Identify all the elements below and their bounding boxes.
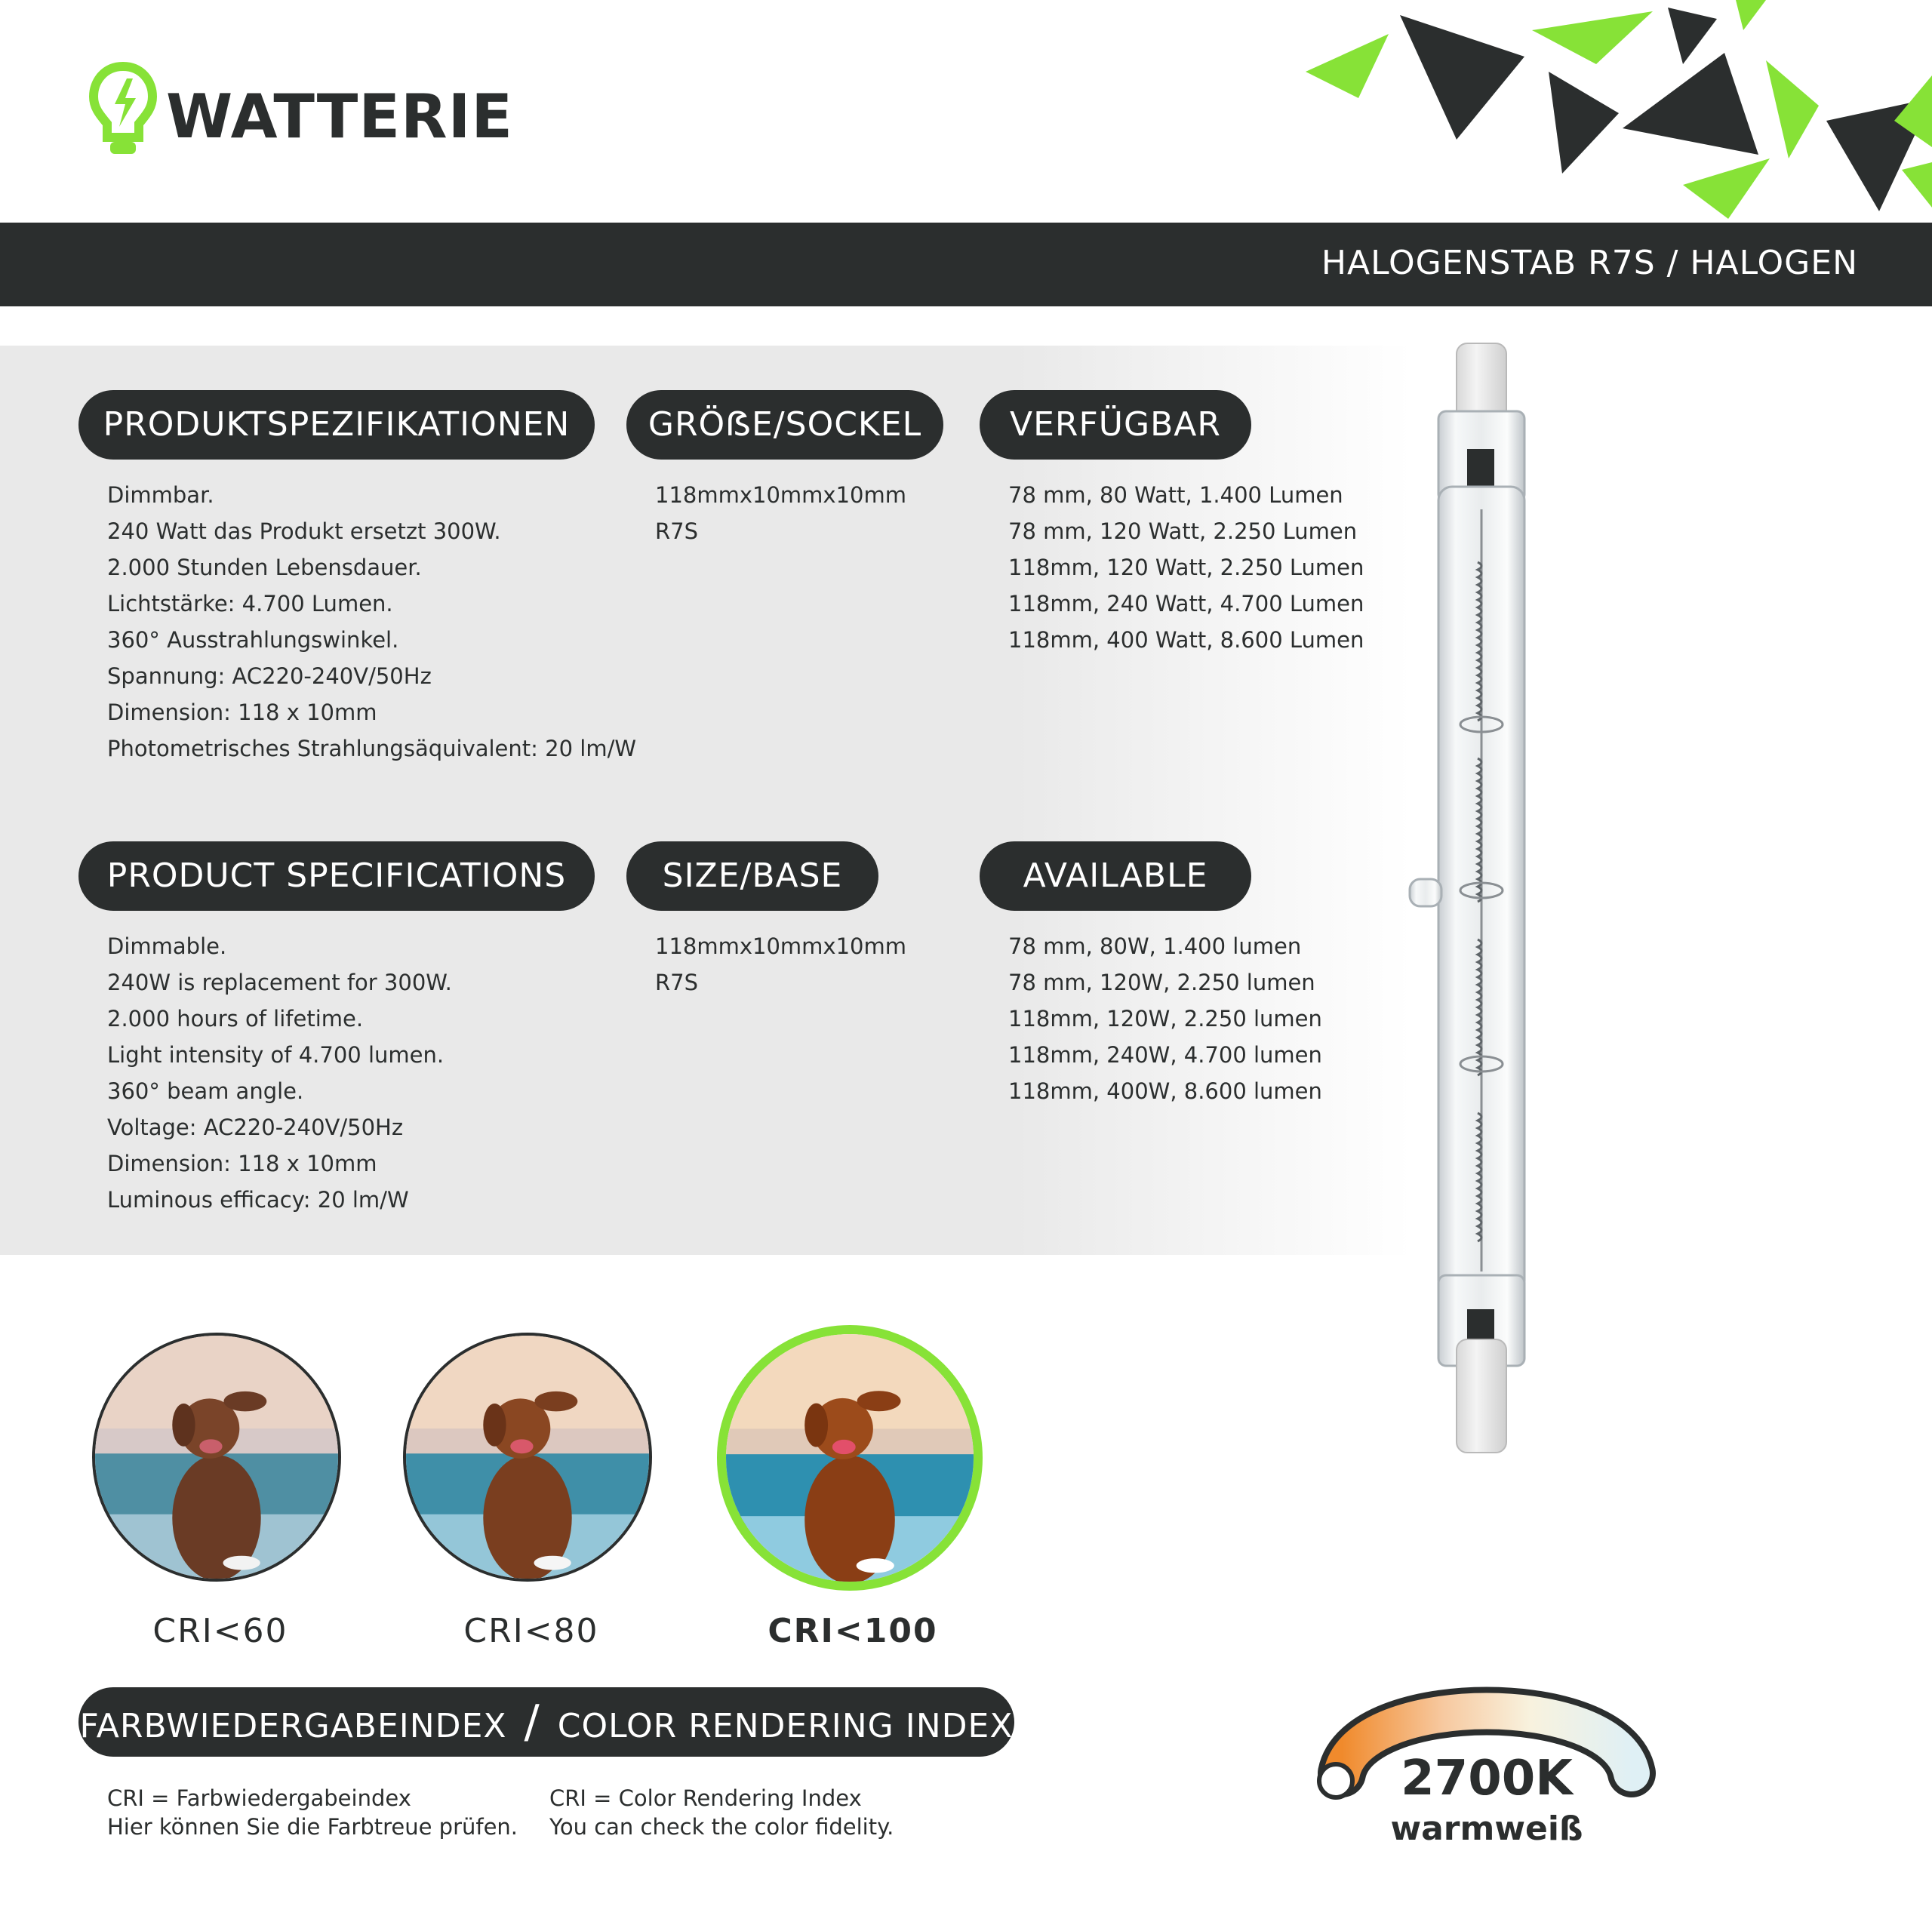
de-spec-list	[107, 477, 636, 767]
list-item: 118mmx10mmx10mm	[655, 482, 906, 508]
color-temperature-value: 2700K	[1401, 1751, 1573, 1806]
cri-image-60	[92, 1333, 341, 1582]
list-item: 240 Watt das Produkt ersetzt 300W.	[107, 518, 501, 544]
pill-verfuegbar: VERFÜGBAR	[980, 390, 1251, 460]
list-item: Lichtstärke: 4.700 Lumen.	[107, 591, 393, 617]
list-item: R7S	[655, 970, 699, 995]
cri-note-de	[107, 1784, 518, 1841]
note-line: Hier können Sie die Farbtreue prüfen.	[107, 1814, 518, 1840]
cri-note-en	[549, 1784, 894, 1841]
en-spec-list	[107, 928, 452, 1218]
list-item: 78 mm, 120W, 2.250 lumen	[1008, 970, 1315, 995]
list-item: 118mm, 240 Watt, 4.700 Lumen	[1008, 591, 1364, 617]
list-item: 118mmx10mmx10mm	[655, 933, 906, 959]
cri-label-60: CRI<60	[152, 1612, 288, 1650]
note-line: You can check the color fidelity.	[549, 1814, 894, 1840]
cri-image-100	[717, 1325, 983, 1591]
list-item: 240W is replacement for 300W.	[107, 970, 452, 995]
de-available-list	[1008, 477, 1364, 658]
list-item: 78 mm, 80 Watt, 1.400 Lumen	[1008, 482, 1343, 508]
pill-product-specifications: PRODUCT SPECIFICATIONS	[78, 841, 595, 911]
list-item: 360° beam angle.	[107, 1078, 304, 1104]
list-item: 118mm, 400W, 8.600 lumen	[1008, 1078, 1322, 1104]
list-item: 2.000 Stunden Lebensdauer.	[107, 555, 422, 580]
list-item: Dimmbar.	[107, 482, 214, 508]
product-title: HALOGENSTAB R7S / HALOGEN	[1321, 244, 1858, 282]
pill-groesse-sockel: GRÖẞE/SOCKEL	[626, 390, 943, 460]
decorative-triangles	[1306, 0, 1932, 223]
list-item: 118mm, 120W, 2.250 lumen	[1008, 1006, 1322, 1032]
cri-label-100: CRI<100	[768, 1612, 938, 1650]
list-item: 360° Ausstrahlungswinkel.	[107, 627, 399, 653]
list-item: R7S	[655, 518, 699, 544]
list-item: Dimension: 118 x 10mm	[107, 700, 377, 725]
list-item: Luminous efficacy: 20 lm/W	[107, 1187, 409, 1213]
note-line: CRI = Color Rendering Index	[549, 1785, 862, 1811]
pill-color-rendering-index	[78, 1687, 1014, 1757]
list-item: Light intensity of 4.700 lumen.	[107, 1042, 445, 1068]
list-item: 118mm, 400 Watt, 8.600 Lumen	[1008, 627, 1364, 653]
pill-produktspezifikationen: PRODUKTSPEZIFIKATIONEN	[78, 390, 595, 460]
brand-logo-text: WATTERIE	[166, 81, 513, 152]
en-available-list	[1008, 928, 1322, 1109]
bulb-logo-icon	[89, 62, 157, 160]
color-temperature-label: warmweiß	[1390, 1810, 1583, 1848]
cri-title-en: COLOR RENDERING INDEX	[557, 1707, 1014, 1745]
note-line: CRI = Farbwiedergabeindex	[107, 1785, 411, 1811]
halogen-bulb-image	[1396, 336, 1547, 1468]
list-item: Dimension: 118 x 10mm	[107, 1151, 377, 1176]
cri-title-de: FARBWIEDERGABEINDEX	[79, 1707, 507, 1745]
list-item: 78 mm, 80W, 1.400 lumen	[1008, 933, 1302, 959]
list-item: Dimmable.	[107, 933, 227, 959]
list-item: Spannung: AC220-240V/50Hz	[107, 663, 432, 689]
cri-image-80	[403, 1333, 652, 1582]
list-item: Photometrisches Strahlungsäquivalent: 20 lm/W	[107, 736, 637, 761]
list-item: 118mm, 240W, 4.700 lumen	[1008, 1042, 1322, 1068]
de-size-list	[655, 477, 906, 549]
list-item: Voltage: AC220-240V/50Hz	[107, 1115, 404, 1140]
list-item: 78 mm, 120 Watt, 2.250 Lumen	[1008, 518, 1358, 544]
en-size-list	[655, 928, 906, 1001]
list-item: 118mm, 120 Watt, 2.250 Lumen	[1008, 555, 1364, 580]
cri-label-80: CRI<80	[463, 1612, 599, 1650]
list-item: 2.000 hours of lifetime.	[107, 1006, 364, 1032]
pill-size-base: SIZE/BASE	[626, 841, 878, 911]
pill-available: AVAILABLE	[980, 841, 1251, 911]
cri-title-separator: /	[524, 1696, 540, 1748]
